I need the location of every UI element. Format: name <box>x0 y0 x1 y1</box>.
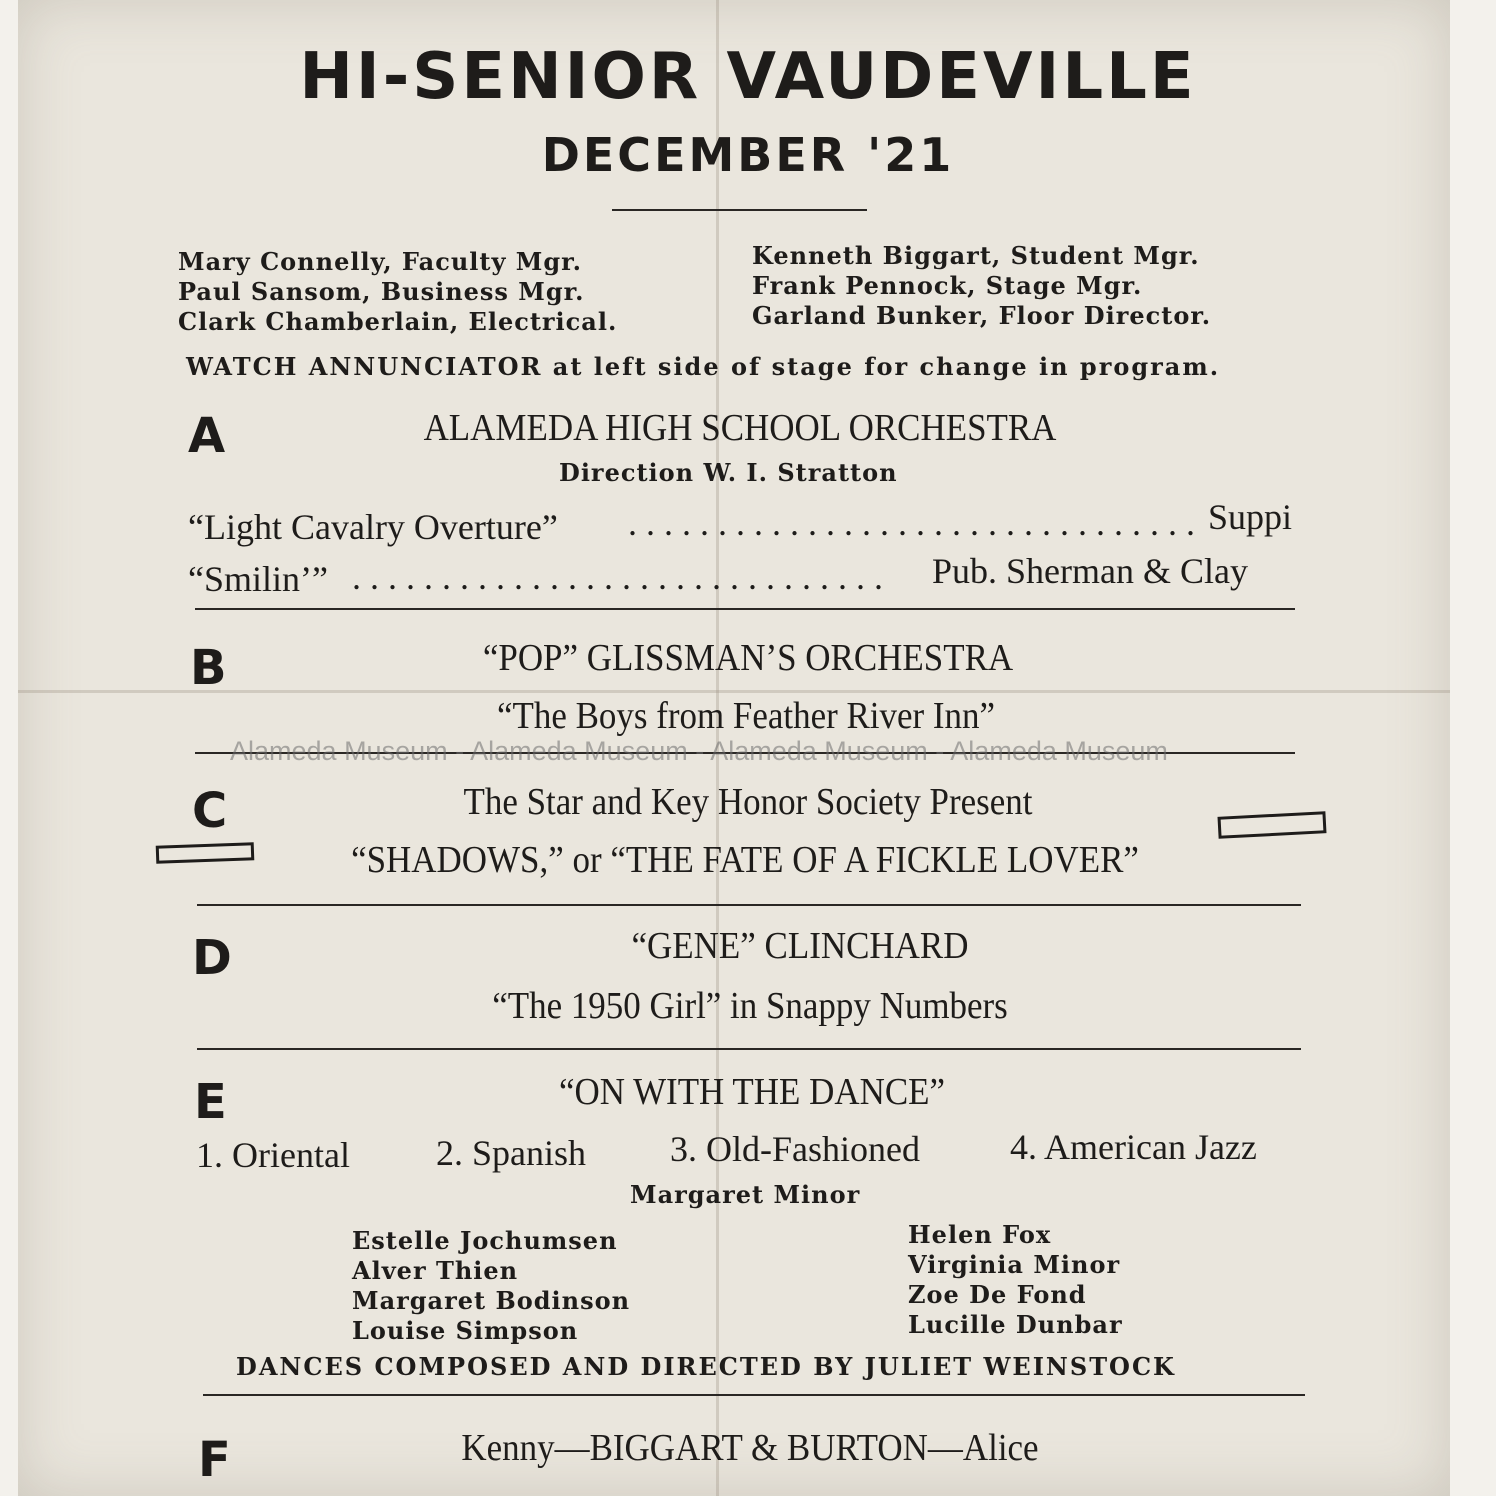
cast-member: Helen Fox <box>908 1220 1052 1249</box>
act-a-piece-2-publisher: Pub. Sherman & Clay <box>932 551 1248 591</box>
annunciator-notice: WATCH ANNUNCIATOR at left side of stage for change in program. <box>186 352 1221 381</box>
act-b-subtitle: “The Boys from Feather River Inn” <box>496 695 996 737</box>
act-b-title: “POP” GLISSMAN’S ORCHESTRA <box>482 637 1014 679</box>
act-divider <box>195 608 1295 610</box>
act-letter-c: C <box>192 783 228 839</box>
staff-left-column <box>178 247 617 337</box>
cast-member: Alver Thien <box>352 1256 519 1285</box>
museum-watermark: Alameda Museum - Alameda Museum - Alameda Museum - Alameda Museum <box>230 736 1168 766</box>
staff-right-column <box>752 241 1211 331</box>
act-letter-f: F <box>198 1432 231 1488</box>
cast-member: Virginia Minor <box>908 1250 1121 1279</box>
title-divider <box>612 209 867 211</box>
leader-dots: . . . . . . . . . . . . . . . . . . . . . . . . . . . . . . <box>352 557 883 597</box>
cast-member: Louise Simpson <box>352 1316 579 1345</box>
staff-line: Clark Chamberlain, Electrical. <box>178 307 618 336</box>
staff-line: Mary Connelly, Faculty Mgr. <box>178 247 582 276</box>
act-a-piece-1-composer: Suppi <box>1208 497 1293 537</box>
act-divider <box>197 904 1301 906</box>
staff-line: Garland Bunker, Floor Director. <box>752 301 1212 330</box>
dance-number: 4. American Jazz <box>1010 1127 1257 1167</box>
cast-member: Lucille Dunbar <box>908 1310 1123 1339</box>
act-letter-a: A <box>188 408 226 464</box>
dance-number: 3. Old-Fashioned <box>670 1129 920 1169</box>
dance-cast-right <box>908 1220 1123 1340</box>
program-date: DECEMBER '21 <box>541 128 955 182</box>
act-c-title: The Star and Key Honor Society Present <box>463 781 1033 823</box>
act-letter-d: D <box>192 930 232 986</box>
act-letter-b: B <box>190 640 227 696</box>
act-f-title: Kenny—BIGGART & BURTON—Alice <box>461 1427 1039 1469</box>
leader-dots: . . . . . . . . . . . . . . . . . . . . . . . . . . . . . . . . <box>628 503 1195 543</box>
staff-line: Kenneth Biggart, Student Mgr. <box>752 241 1200 270</box>
act-a-piece-2: “Smilin’” <box>188 559 328 599</box>
dance-number: 2. Spanish <box>436 1133 587 1173</box>
cast-member: Zoe De Fond <box>908 1280 1087 1309</box>
dance-credit: DANCES COMPOSED AND DIRECTED BY JULIET WEINSTOCK <box>236 1352 1176 1381</box>
act-d-title: “GENE” CLINCHARD <box>631 925 969 967</box>
program-title: HI-SENIOR VAUDEVILLE <box>299 40 1197 114</box>
act-letter-e: E <box>194 1074 227 1130</box>
dance-lead: Margaret Minor <box>630 1180 861 1209</box>
act-divider <box>197 1048 1301 1050</box>
act-e-title: “ON WITH THE DANCE” <box>558 1071 946 1113</box>
cast-member: Margaret Bodinson <box>352 1286 631 1315</box>
act-c-subtitle: “SHADOWS,” or “THE FATE OF A FICKLE LOVER” <box>351 839 1139 881</box>
act-divider <box>203 1394 1305 1396</box>
dance-cast-left <box>352 1226 630 1346</box>
pen-mark-left <box>156 842 255 863</box>
act-d-subtitle: “The 1950 Girl” in Snappy Numbers <box>492 985 1008 1027</box>
act-a-piece-1: “Light Cavalry Overture” <box>188 507 558 547</box>
horizontal-fold <box>18 690 1450 693</box>
cast-member: Estelle Jochumsen <box>352 1226 618 1255</box>
dance-number: 1. Oriental <box>196 1135 350 1175</box>
staff-line: Frank Pennock, Stage Mgr. <box>752 271 1143 300</box>
act-a-direction: Direction W. I. Stratton <box>559 458 898 487</box>
staff-line: Paul Sansom, Business Mgr. <box>178 277 585 306</box>
act-a-title: ALAMEDA HIGH SCHOOL ORCHESTRA <box>423 407 1057 449</box>
